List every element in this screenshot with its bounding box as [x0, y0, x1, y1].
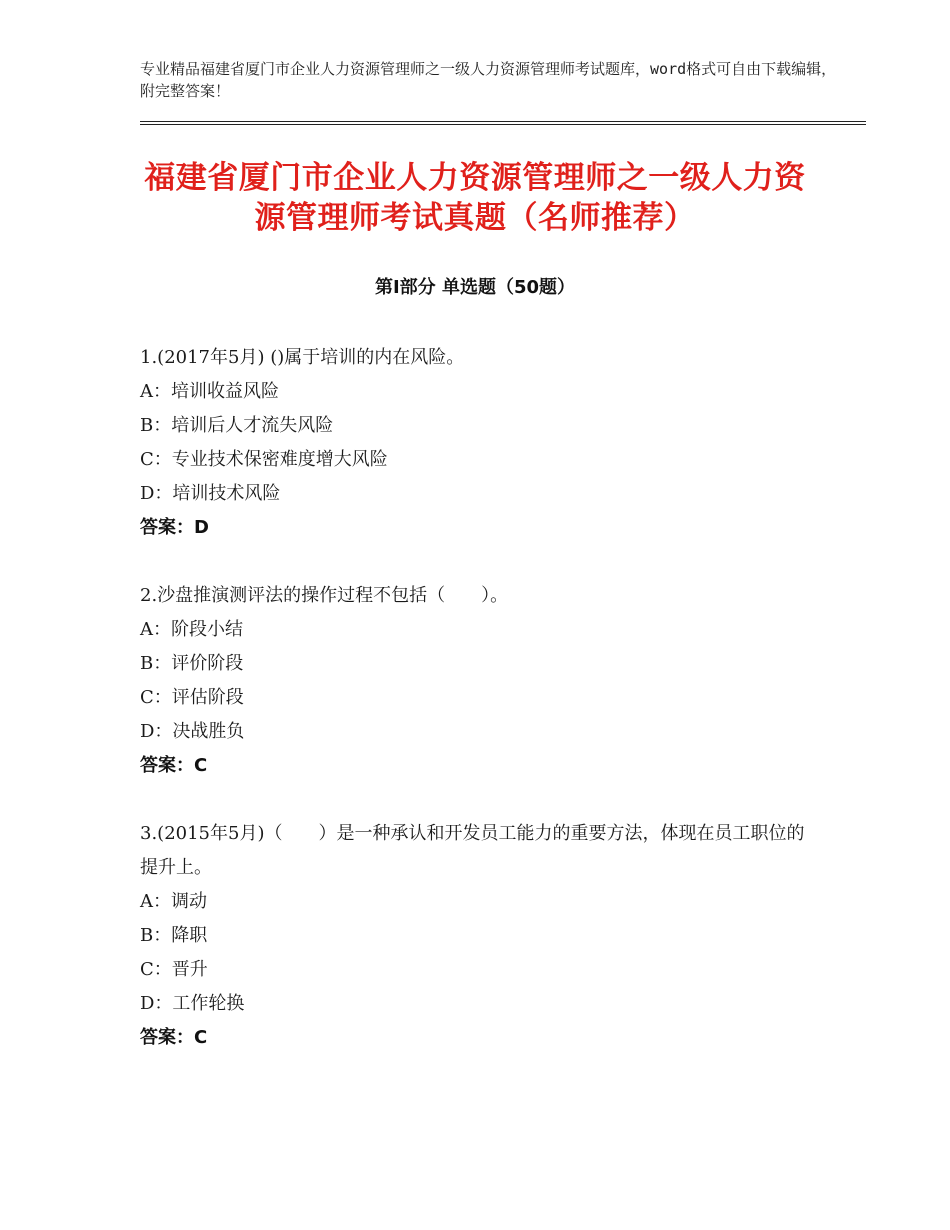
document-title: 福建省厦门市企业人力资源管理师之一级人力资源管理师考试真题（名师推荐）: [144, 160, 806, 236]
header-divider-top: [140, 121, 866, 122]
answer-line: 答案：D: [140, 517, 209, 538]
option-a: A：培训收益风险: [140, 381, 279, 402]
question-item: [140, 579, 810, 783]
header-divider-bottom: [140, 124, 866, 125]
option-b: B：降职: [140, 925, 208, 946]
option-d: D：决战胜负: [140, 721, 245, 742]
option-d: D：工作轮换: [140, 993, 245, 1014]
header-note: 专业精品福建省厦门市企业人力资源管理师之一级人力资源管理师考试题库，word格式可自由下载编辑，附完整答案！: [140, 60, 837, 100]
question-item: [140, 341, 810, 545]
question-stem: 2.沙盘推演测评法的操作过程不包括（ ）。: [140, 585, 509, 606]
question-stem: 3.(2015年5月)（ ）是一种承认和开发员工能力的重要方法，体现在员工职位的提升上。: [140, 823, 805, 878]
question-list: [140, 341, 810, 1089]
option-c: C：评估阶段: [140, 687, 244, 708]
option-b: B：培训后人才流失风险: [140, 415, 334, 436]
option-b: B：评价阶段: [140, 653, 244, 674]
option-c: C：专业技术保密难度增大风险: [140, 449, 388, 470]
option-a: A：调动: [140, 891, 207, 912]
section-heading: 第Ⅰ部分 单选题（50题）: [374, 277, 575, 298]
question-item: [140, 817, 810, 1055]
answer-line: 答案：C: [140, 755, 208, 776]
option-a: A：阶段小结: [140, 619, 243, 640]
option-c: C：晋升: [140, 959, 208, 980]
question-stem: 1.(2017年5月) ()属于培训的内在风险。: [140, 347, 465, 368]
option-d: D：培训技术风险: [140, 483, 281, 504]
answer-line: 答案：C: [140, 1027, 208, 1048]
